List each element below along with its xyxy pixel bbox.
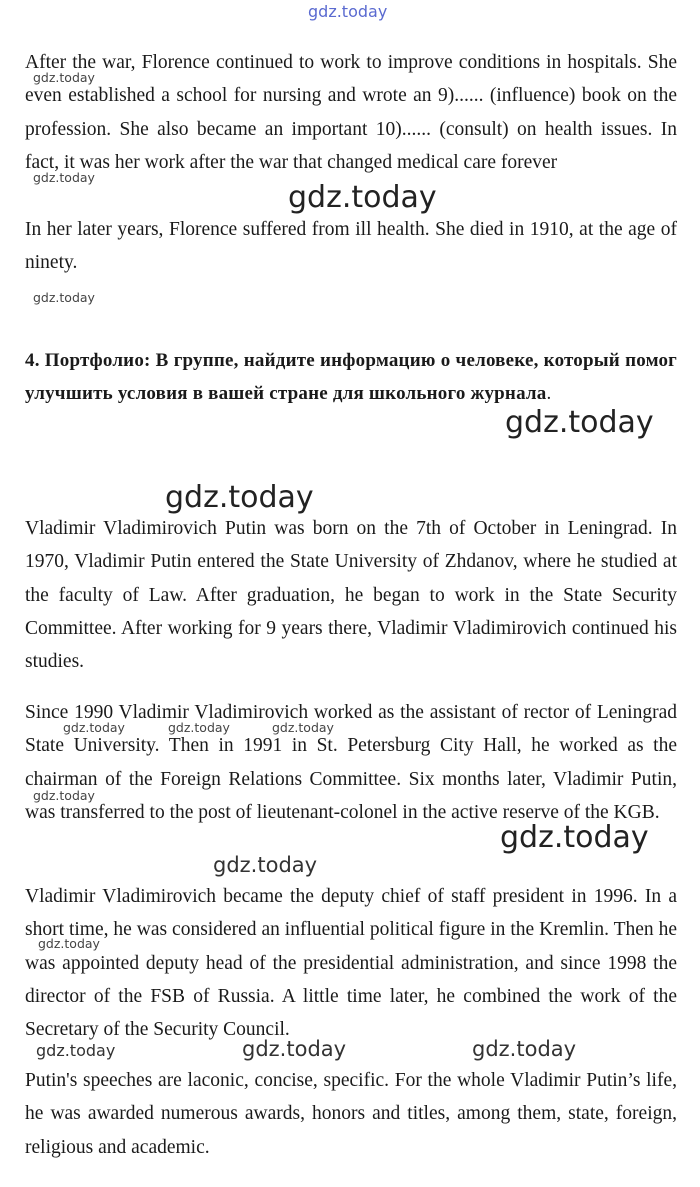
paragraph-putin-awards: Putin's speeches are laconic, concise, specific. For the whole Vladimir Putin’s life, he was awarded numerous awards, honors and titles, among them, state, foreign, religious and academic.: [25, 1070, 677, 1158]
task-title-period: .: [546, 383, 552, 404]
watermark-large: gdz.today: [165, 480, 314, 515]
paragraph-putin-1990s: Since 1990 Vladimir Vladimirovich worked as the assistant of rector of Leningrad State University. Then in 1991 in St. Petersburg City Hall, he worked as the chairman of the Foreign Relations Committee. Six months later, Vladimir Putin, was transferred to the post of lieutenant-colonel in the active reserve of the KGB.: [25, 702, 677, 823]
watermark-large: gdz.today: [500, 820, 649, 855]
watermark: gdz.today: [63, 720, 125, 735]
task-title: 4. Портфолио: В группе, найдите информацию о человеке, который помог улучшить условия в вашей стране для школьного журнала: [25, 350, 677, 404]
watermark-medium: gdz.today: [213, 853, 318, 877]
watermark: gdz.today: [33, 290, 95, 305]
paragraph-putin-early-life: Vladimir Vladimirovich Putin was born on the 7th of October in Leningrad. In 1970, Vladimir Putin entered the State University of Zhdanov, where he studied at the faculty of Law. After graduation, he began to work in the State Security Committee. After working for 9 years there, Vladimir Vladimirovich continued his studies.: [25, 518, 677, 673]
watermark: gdz.today: [33, 170, 95, 185]
watermark: gdz.today: [36, 1041, 116, 1060]
watermark-medium: gdz.today: [242, 1037, 347, 1061]
paragraph-florence-later-years: In her later years, Florence suffered from ill health. She died in 1910, at the age of ninety.: [25, 219, 677, 274]
watermark-large: gdz.today: [288, 180, 437, 215]
watermark-large: gdz.today: [505, 405, 654, 440]
watermark: gdz.today: [272, 720, 334, 735]
watermark: gdz.today: [33, 70, 95, 85]
watermark: gdz.today: [168, 720, 230, 735]
task-heading: [25, 344, 677, 410]
watermark-medium: gdz.today: [472, 1037, 577, 1061]
paragraph-florence-work: After the war, Florence continued to work to improve conditions in hospitals. She even established a school for nursing and wrote an 9)...... (influence) book on the profession. She also became an important 10)...... (consult) on health issues. In fact, it was her work after the war that changed medical care forever: [25, 52, 677, 173]
watermark: gdz.today: [38, 936, 100, 951]
paragraph-putin-kremlin: Vladimir Vladimirovich became the deputy chief of staff president in 1996. In a short time, he was considered an influential political figure in the Kremlin. Then he was appointed deputy head of the presidential administration, and since 1998 the director of the FSB of Russia. A little time later, he combined the work of the Secretary of the Security Council.: [25, 886, 677, 1041]
watermark-top: gdz.today: [308, 2, 388, 21]
watermark: gdz.today: [33, 788, 95, 803]
